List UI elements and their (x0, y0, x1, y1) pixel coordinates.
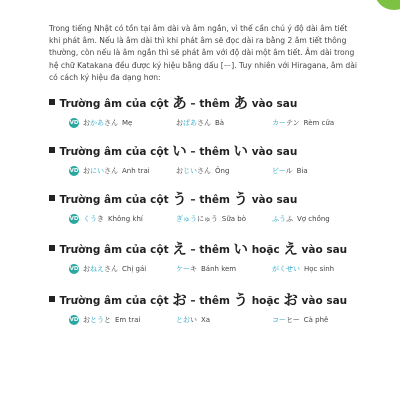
section-i (49, 141, 369, 180)
square-bullet-icon (49, 296, 55, 302)
section-title: Trường âm của cột う – thêm う vào sau (59, 191, 298, 208)
square-bullet-icon (49, 195, 55, 201)
example-item: ケーキ Bánh kem (176, 265, 237, 273)
example-item: カーテン Rèm cửa (272, 119, 335, 127)
square-bullet-icon (49, 245, 55, 251)
example-row (49, 164, 369, 180)
section-title: Trường âm của cột あ – thêm あ vào sau (59, 95, 298, 112)
section-a (49, 93, 369, 132)
example-badge: VD (69, 120, 79, 126)
example-item: おにいさん Anh trai (83, 167, 150, 175)
example-item: がくせい Học sinh (272, 265, 335, 273)
example-row (49, 313, 369, 329)
example-badge: VD (69, 216, 79, 222)
section-u (49, 189, 369, 228)
example-row (49, 262, 369, 278)
example-item: ふうふ Vợ chồng (272, 215, 330, 223)
example-item: おかあさん Mẹ (83, 119, 133, 127)
example-item: とおい Xa (176, 316, 211, 324)
example-item: ビール Bia (272, 167, 308, 175)
section-title: Trường âm của cột い – thêm い vào sau (59, 143, 298, 160)
example-item: コーヒー Cà phê (272, 316, 329, 324)
section-e (49, 239, 369, 278)
example-badge: VD (69, 266, 79, 272)
example-badge: VD (69, 168, 79, 174)
square-bullet-icon (49, 147, 55, 153)
example-item: くうき Không khí (83, 215, 143, 223)
section-o (49, 290, 369, 329)
section-title: Trường âm của cột え – thêm い hoặc え vào sau (59, 241, 348, 258)
intro-paragraph: Trong tiếng Nhật có tồn tại âm dài và âm ngắn, vì thế cần chú ý độ dài âm tiết khi phát âm. Nếu là âm dài thì khi phát âm sẽ đọc dài ra bằng 2 âm tiết thông thường, còn nếu là âm ngắn thì sẽ phát âm với độ dài một âm tiết. Âm dài trong hệ chữ Katakana đều được ký hiệu bằng dấu [ー]. Tuy nhiên với Hiragana, âm dài có cách ký hiệu đa dạng hơn: (49, 24, 357, 82)
section-title: Trường âm của cột お – thêm う hoặc お vào sau (59, 292, 348, 309)
example-item: おとうと Em trai (83, 316, 141, 324)
example-row (49, 116, 369, 132)
example-row (49, 212, 369, 228)
example-badge: VD (69, 317, 79, 323)
example-item: おばあさん Bà (176, 119, 225, 127)
example-item: おじいさん Ông (176, 167, 230, 175)
example-item: おねえさん Chị gái (83, 265, 147, 273)
example-item: ぎゅうにゅう Sữa bò (176, 215, 246, 223)
square-bullet-icon (49, 99, 55, 105)
